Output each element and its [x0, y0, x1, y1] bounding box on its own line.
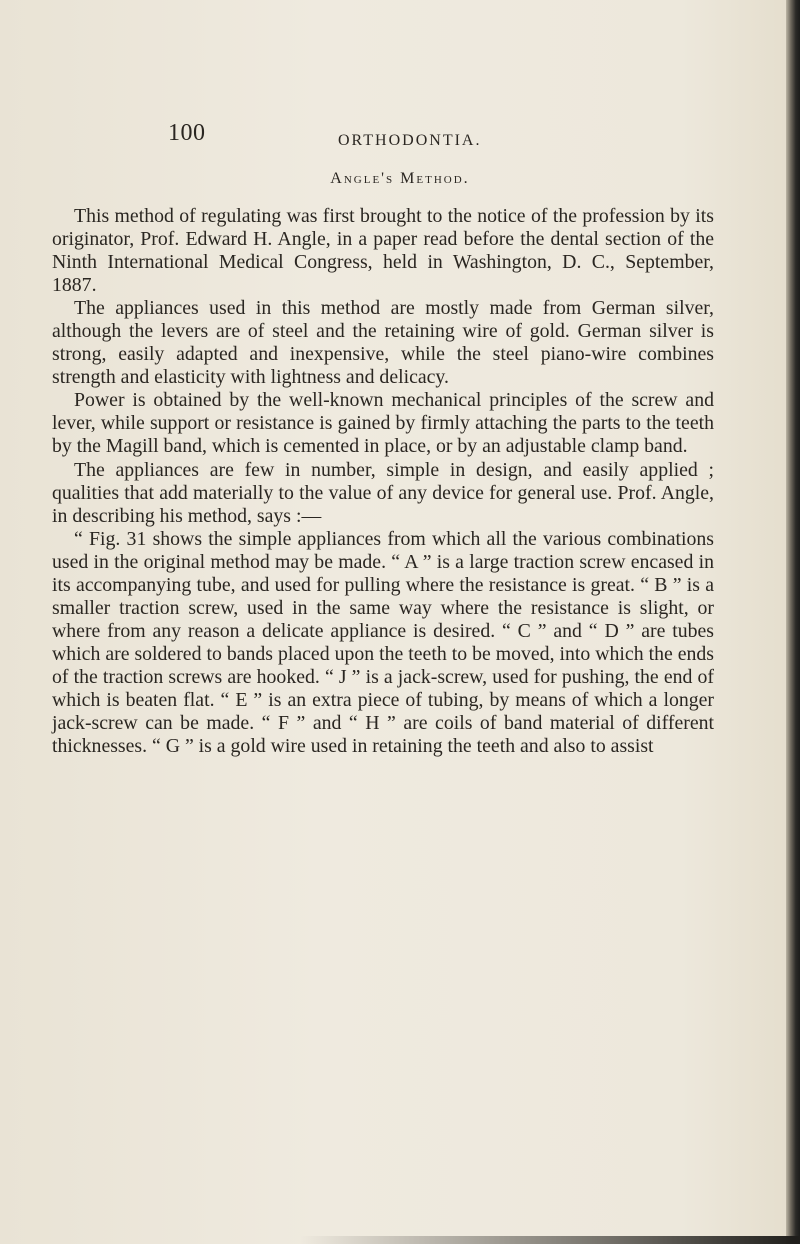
- paragraph-2: The appliances used in this method are mostly made from German silver, although the levers are of steel and the retaining wire of gold. German silver is strong, easily adapted and inexpensive, while the steel piano-wire combines strength and elasticity with lightness and delicacy.: [52, 297, 714, 389]
- paragraph-3: Power is obtained by the well-known mechanical principles of the screw and lever, while support or resistance is gained by firmly attaching the parts to the teeth by the Magill band, which is cemented in place, or by an adjustable clamp band.: [52, 389, 714, 458]
- body-text: [52, 205, 714, 758]
- page-bottom-shadow: [300, 1236, 800, 1244]
- page-edge-shadow: [786, 0, 800, 1244]
- paragraph-5: “ Fig. 31 shows the simple appliances from which all the various combinations used in the original method may be made. “ A ” is a large traction screw encased in its accompanying tube, and used for pulling where the resistance is great. “ B ” is a smaller traction screw, used in the same way where the resistance is slight, or where from any reason a delicate appliance is desired. “ C ” and “ D ” are tubes which are soldered to bands placed upon the teeth to be moved, into which the ends of the traction screws are hooked. “ J ” is a jack-screw, used for pushing, the end of which is beaten flat. “ E ” is an extra piece of tubing, by means of which a longer jack-screw can be made. “ F ” and “ H ” are coils of band material of different thicknesses. “ G ” is a gold wire used in retaining the teeth and also to assist: [52, 527, 714, 758]
- running-title: ORTHODONTIA.: [338, 132, 482, 149]
- page-number: 100: [168, 120, 206, 146]
- paragraph-4: The appliances are few in number, simple in design, and easily applied ; qualities that add materially to the value of any device for general use. Prof. Angle, in describing his method, says :—: [52, 458, 714, 527]
- page-header: [168, 120, 728, 154]
- paragraph-1: This method of regulating was first brought to the notice of the profession by its originator, Prof. Edward H. Angle, in a paper read before the dental section of the Ninth International Medical Congress, held in Washington, D. C., September, 1887.: [52, 205, 714, 297]
- section-heading: Angle's Method.: [330, 170, 470, 187]
